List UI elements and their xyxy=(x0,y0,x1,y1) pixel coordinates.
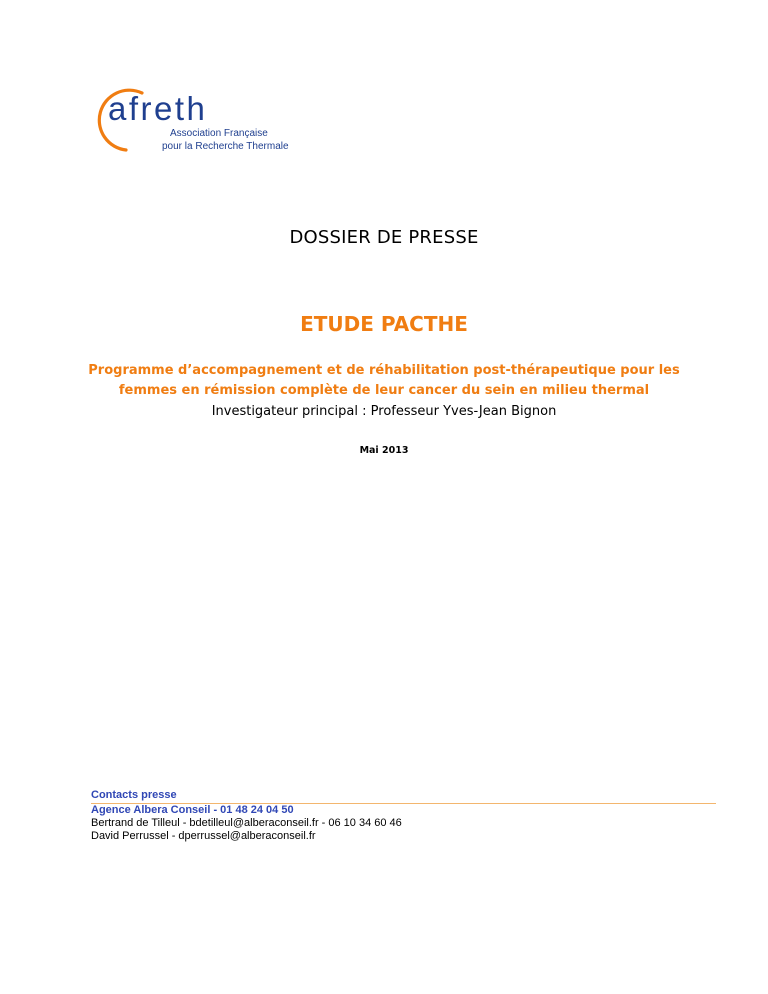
press-contacts xyxy=(91,788,716,843)
logo-subtitle-line-2: pour la Recherche Thermale xyxy=(162,141,289,152)
afreth-logo xyxy=(90,86,320,158)
document-subtitle: Programme d’accompagnement et de réhabilitation post-thérapeutique pour les femmes en rémission complète de leur cancer du sein en milieu thermal xyxy=(88,363,680,398)
contacts-agency: Agence Albera Conseil - 01 48 24 04 50 xyxy=(91,804,294,816)
contact-line-david: David Perrussel - dperrussel@alberaconseil.fr xyxy=(91,830,316,842)
logo-subtitle-line-1: Association Française xyxy=(170,128,268,139)
document-date: Mai 2013 xyxy=(359,445,409,456)
contact-line-bertrand: Bertrand de Tilleul - bdetilleul@alberaconseil.fr - 06 10 34 60 46 xyxy=(91,817,402,829)
logo-wordmark: afreth xyxy=(108,90,208,127)
document-title: ETUDE PACTHE xyxy=(300,312,468,336)
contacts-heading: Contacts presse xyxy=(91,789,177,801)
document-kind: DOSSIER DE PRESSE xyxy=(289,227,479,248)
investigator-line: Investigateur principal : Professeur Yves-Jean Bignon xyxy=(211,404,557,419)
